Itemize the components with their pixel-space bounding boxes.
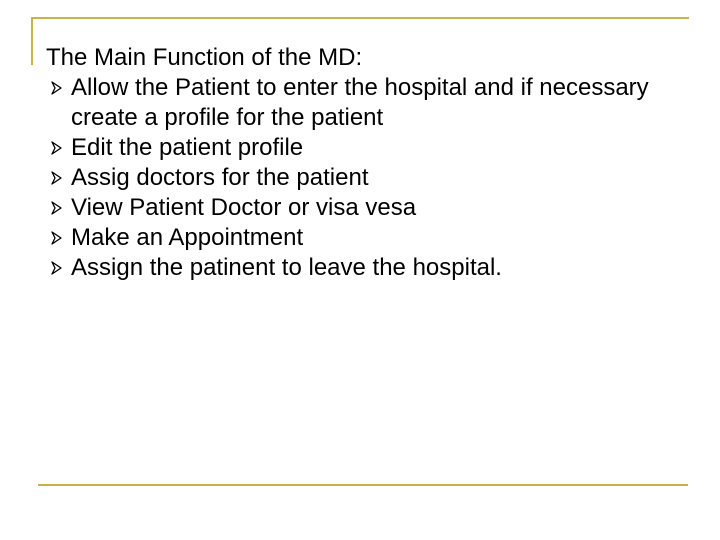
bullet-item — [46, 133, 686, 163]
bullet-text: Assig doctors for the patient — [71, 164, 369, 191]
arrowhead-bullet-icon — [51, 133, 63, 163]
bullet-item — [46, 253, 686, 283]
arrowhead-bullet-icon — [51, 253, 63, 283]
bullet-item — [46, 223, 686, 253]
left-decorative-rule — [31, 17, 33, 65]
arrowhead-bullet-icon — [51, 223, 63, 253]
arrowhead-bullet-icon — [51, 163, 63, 193]
bullet-text: Make an Appointment — [71, 224, 304, 251]
bullet-text: Allow the Patient to enter the hospital and if necessary create a profile for the patient — [71, 74, 649, 131]
arrowhead-bullet-icon — [51, 73, 63, 103]
bullet-item — [46, 73, 686, 133]
arrowhead-bullet-icon — [51, 193, 63, 223]
bullet-list — [46, 73, 686, 283]
bullet-text: Edit the patient profile — [71, 134, 304, 161]
bullet-text: View Patient Doctor or visa vesa — [71, 194, 417, 221]
top-decorative-rule — [31, 17, 689, 19]
bullet-item — [46, 193, 686, 223]
slide-heading: The Main Function of the MD: — [46, 44, 363, 71]
bullet-item — [46, 163, 686, 193]
bottom-decorative-rule — [38, 484, 688, 486]
bullet-text: Assign the patinent to leave the hospital. — [71, 254, 502, 281]
slide-content — [46, 43, 686, 283]
